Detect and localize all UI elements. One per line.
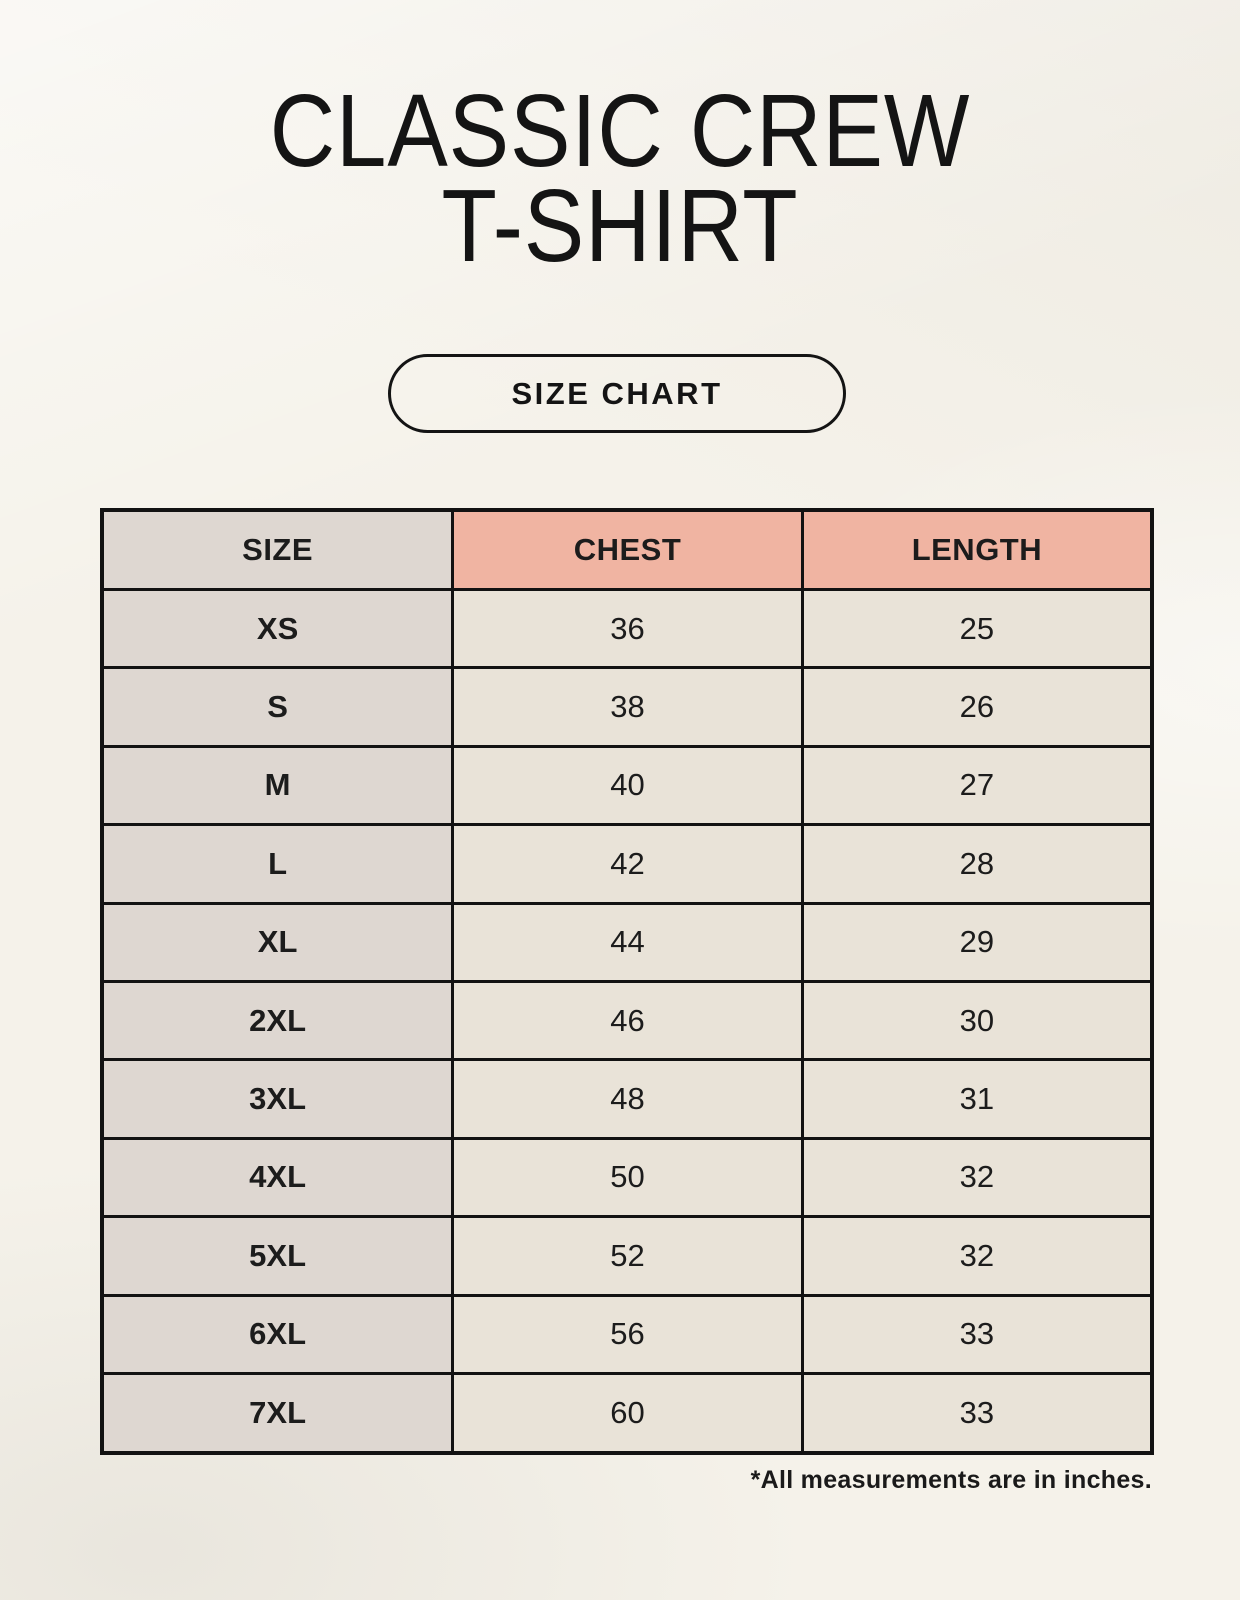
length-cell: 31 — [802, 1060, 1152, 1138]
table-row — [102, 746, 1152, 824]
table-row — [102, 981, 1152, 1059]
header-length: LENGTH — [802, 510, 1152, 589]
table-row — [102, 668, 1152, 746]
size-cell: L — [102, 825, 453, 903]
chest-cell: 60 — [453, 1373, 803, 1453]
length-cell: 30 — [802, 981, 1152, 1059]
size-cell: 2XL — [102, 981, 453, 1059]
table-row — [102, 1138, 1152, 1216]
chest-cell: 50 — [453, 1138, 803, 1216]
table-row — [102, 1373, 1152, 1453]
length-cell: 33 — [802, 1373, 1152, 1453]
table-row — [102, 903, 1152, 981]
table-row — [102, 825, 1152, 903]
size-chart-button-label: SIZE CHART — [511, 375, 723, 411]
chest-cell: 48 — [453, 1060, 803, 1138]
chest-cell: 38 — [453, 668, 803, 746]
size-cell: S — [102, 668, 453, 746]
chest-cell: 42 — [453, 825, 803, 903]
length-cell: 32 — [802, 1217, 1152, 1295]
chest-cell: 52 — [453, 1217, 803, 1295]
measurements-footnote: *All measurements are in inches. — [750, 1466, 1152, 1494]
length-cell: 32 — [802, 1138, 1152, 1216]
header-chest: CHEST — [453, 510, 803, 589]
length-cell: 28 — [802, 825, 1152, 903]
chest-cell: 44 — [453, 903, 803, 981]
page-title-line-1: CLASSIC CREW — [269, 73, 971, 188]
page-title — [74, 73, 1165, 283]
size-chart-button[interactable] — [388, 354, 846, 433]
size-cell: XL — [102, 903, 453, 981]
size-cell: M — [102, 746, 453, 824]
table-row — [102, 1060, 1152, 1138]
table-row — [102, 1217, 1152, 1295]
chest-cell: 46 — [453, 981, 803, 1059]
table-header-row — [102, 510, 1152, 589]
size-cell: 4XL — [102, 1138, 453, 1216]
header-size: SIZE — [102, 510, 453, 589]
size-cell: 5XL — [102, 1217, 453, 1295]
size-cell: 3XL — [102, 1060, 453, 1138]
size-cell: XS — [102, 589, 453, 667]
table-row — [102, 589, 1152, 667]
length-cell: 26 — [802, 668, 1152, 746]
length-cell: 33 — [802, 1295, 1152, 1373]
size-cell: 7XL — [102, 1373, 453, 1453]
size-chart-table — [100, 508, 1154, 1455]
length-cell: 29 — [802, 903, 1152, 981]
length-cell: 27 — [802, 746, 1152, 824]
chest-cell: 40 — [453, 746, 803, 824]
length-cell: 25 — [802, 589, 1152, 667]
page-title-line-2: T-SHIRT — [441, 167, 799, 283]
chest-cell: 56 — [453, 1295, 803, 1373]
size-cell: 6XL — [102, 1295, 453, 1373]
table-row — [102, 1295, 1152, 1373]
chest-cell: 36 — [453, 589, 803, 667]
